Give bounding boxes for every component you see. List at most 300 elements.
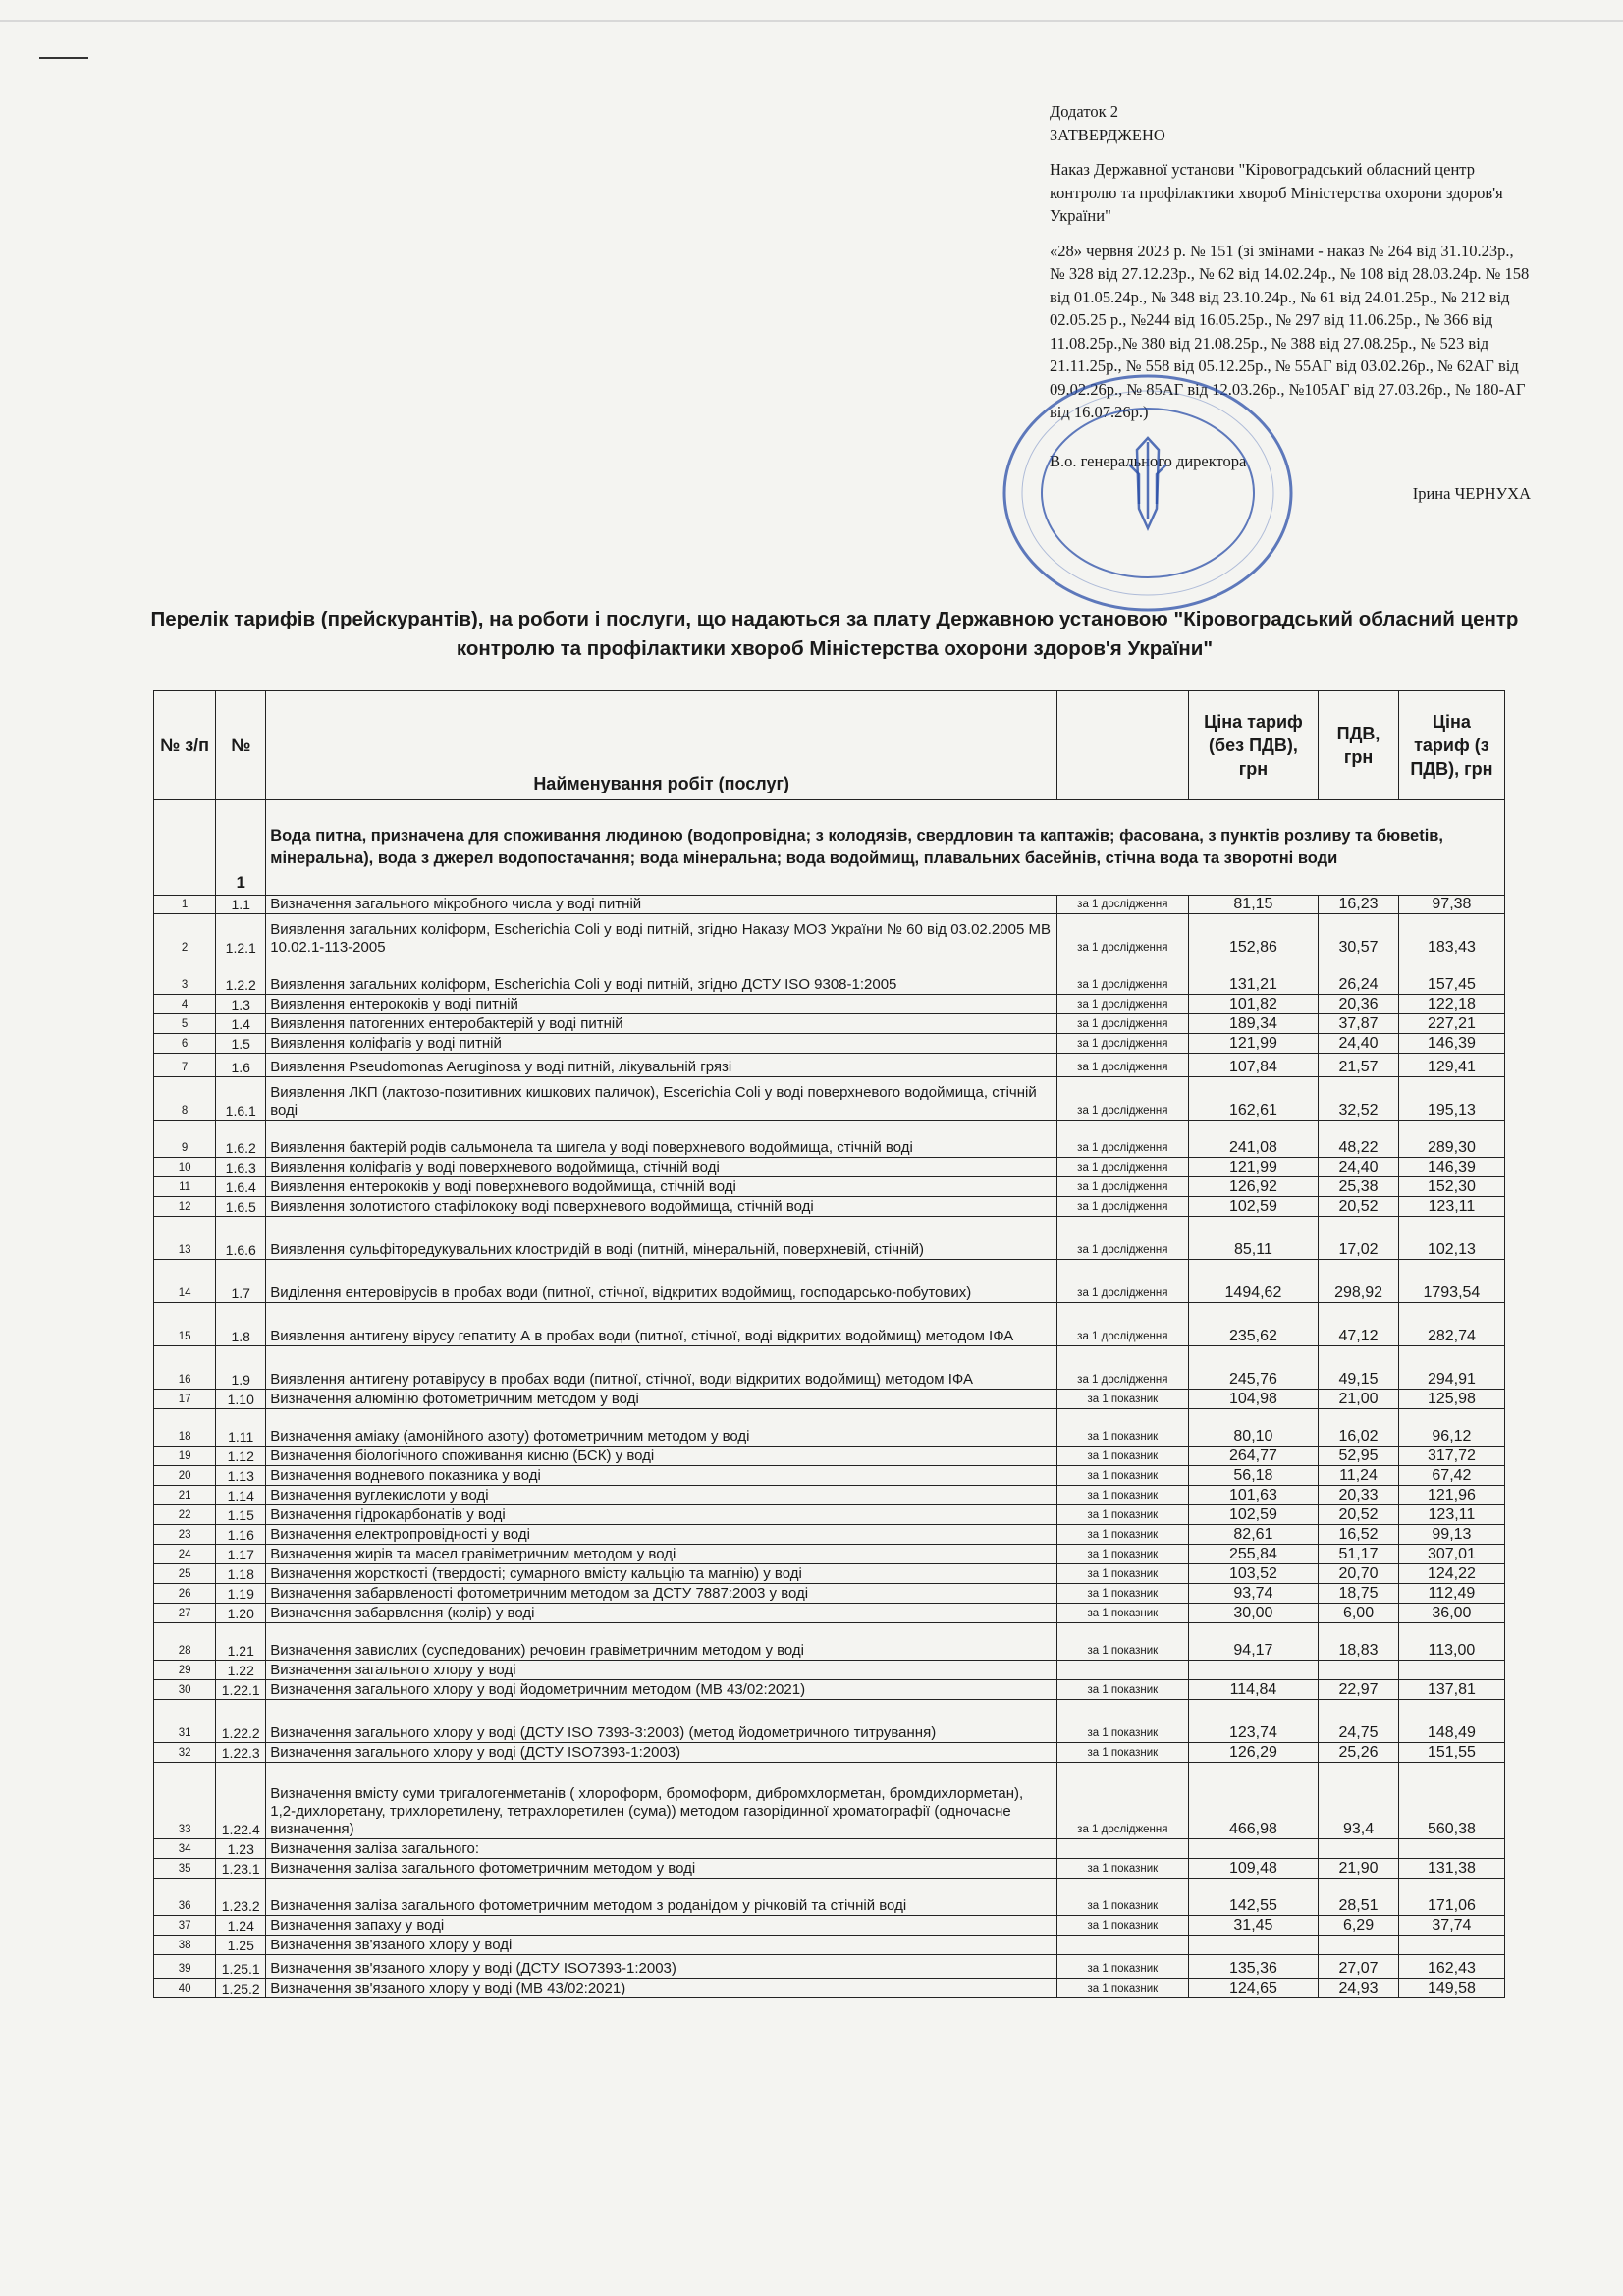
header-unit (1057, 691, 1189, 800)
header-name: Найменування робіт (послуг) (266, 691, 1057, 800)
vat-amount: 20,36 (1319, 995, 1399, 1014)
row-number: 39 (154, 1955, 216, 1979)
section-row (154, 800, 1505, 896)
unit-of-measure: за 1 показник (1057, 1623, 1189, 1661)
row-number: 29 (154, 1661, 216, 1680)
unit-of-measure: за 1 дослідження (1057, 1121, 1189, 1158)
table-row (154, 1979, 1505, 1998)
table-row (154, 1197, 1505, 1217)
unit-of-measure: за 1 дослідження (1057, 995, 1189, 1014)
row-number: 11 (154, 1177, 216, 1197)
document-title: Перелік тарифів (прейскурантів), на роботи і послуги, що надаються за плату Державною установою "Кіровоградський обласний центр контролю та профілактики хвороб Міністерства охорони здоров'я України" (150, 608, 1519, 660)
table-row (154, 1346, 1505, 1390)
table-row (154, 1936, 1505, 1955)
vat-amount: 25,38 (1319, 1177, 1399, 1197)
table-row (154, 1390, 1505, 1409)
vat-amount: 18,75 (1319, 1584, 1399, 1604)
row-code: 1.6.2 (216, 1121, 266, 1158)
row-number: 17 (154, 1390, 216, 1409)
row-number: 14 (154, 1260, 216, 1303)
price-with-vat: 157,45 (1398, 957, 1504, 995)
approved-label: ЗАТВЕРДЖЕНО (1050, 125, 1165, 144)
row-number: 2 (154, 914, 216, 957)
row-code: 1.1 (216, 896, 266, 914)
price-without-vat: 80,10 (1188, 1409, 1319, 1447)
row-code: 1.4 (216, 1014, 266, 1034)
service-name: Визначення загального мікробного числа у воді питній (266, 896, 1057, 914)
scan-mark (39, 57, 88, 59)
row-number: 15 (154, 1303, 216, 1346)
price-without-vat: 123,74 (1188, 1700, 1319, 1743)
price-without-vat: 121,99 (1188, 1034, 1319, 1054)
service-name: Визначення електропровідності у воді (266, 1525, 1057, 1545)
table-row (154, 896, 1505, 914)
row-number: 10 (154, 1158, 216, 1177)
price-with-vat: 122,18 (1398, 995, 1504, 1014)
service-name: Виділення ентеровірусів в пробах води (питної, стічної, відкритих водоймищ, господарсько-побутових) (266, 1260, 1057, 1303)
row-code: 1.18 (216, 1564, 266, 1584)
price-with-vat (1398, 1839, 1504, 1859)
unit-of-measure: за 1 дослідження (1057, 896, 1189, 914)
service-name: Виявлення сульфіторедукувальних клостридій в воді (питній, мінеральній, поверхневій, стічній) (266, 1217, 1057, 1260)
row-code: 1.25 (216, 1936, 266, 1955)
row-code: 1.6.4 (216, 1177, 266, 1197)
unit-of-measure (1057, 1839, 1189, 1859)
table-row (154, 1260, 1505, 1303)
price-with-vat: 282,74 (1398, 1303, 1504, 1346)
vat-amount: 24,40 (1319, 1158, 1399, 1177)
service-name: Виявлення ЛКП (лактозо-позитивних кишкових паличок), Escerichia Coli у воді поверхневого водоймища, стічній воді (266, 1077, 1057, 1121)
row-code: 1.8 (216, 1303, 266, 1346)
row-code: 1.17 (216, 1545, 266, 1564)
vat-amount: 16,02 (1319, 1409, 1399, 1447)
vat-amount: 17,02 (1319, 1217, 1399, 1260)
unit-of-measure: за 1 дослідження (1057, 1197, 1189, 1217)
price-with-vat: 148,49 (1398, 1700, 1504, 1743)
row-number: 6 (154, 1034, 216, 1054)
price-without-vat: 81,15 (1188, 896, 1319, 914)
vat-amount: 93,4 (1319, 1763, 1399, 1839)
director-name: Ірина ЧЕРНУХА (1412, 484, 1531, 503)
price-without-vat: 142,55 (1188, 1879, 1319, 1916)
price-with-vat: 96,12 (1398, 1409, 1504, 1447)
service-name: Визначення зв'язаного хлору у воді (266, 1936, 1057, 1955)
row-code: 1.25.2 (216, 1979, 266, 1998)
unit-of-measure: за 1 дослідження (1057, 1014, 1189, 1034)
vat-amount: 21,57 (1319, 1054, 1399, 1077)
vat-amount: 20,52 (1319, 1505, 1399, 1525)
service-name: Визначення жорсткості (твердості; сумарного вмісту кальцію та магнію) у воді (266, 1564, 1057, 1584)
price-with-vat (1398, 1936, 1504, 1955)
unit-of-measure: за 1 показник (1057, 1743, 1189, 1763)
row-code: 1.21 (216, 1623, 266, 1661)
table-row (154, 1859, 1505, 1879)
price-with-vat: 1793,54 (1398, 1260, 1504, 1303)
service-name: Визначення заліза загального фотометричним методом у воді (266, 1859, 1057, 1879)
row-code: 1.7 (216, 1260, 266, 1303)
table-row (154, 1584, 1505, 1604)
price-with-vat: 37,74 (1398, 1916, 1504, 1936)
price-with-vat (1398, 1661, 1504, 1680)
row-number: 3 (154, 957, 216, 995)
order-amendments: «28» червня 2023 р. № 151 (зі змінами - наказ № 264 від 31.10.23р., № 328 від 27.12.23р., № 62 від 14.02.24р., № 108 від 28.03.24р. № 158 від 01.05.24р., № 348 від 23.10.24р., № 61 від 24.01.25р., № 212 від 02.05.25 р., №244 від 16.05.25р., № 297 від 11.06.25р., № 366 від 11.08.25р.,№ 380 від 21.08.25р., № 388 від 27.08.25р., № 523 від 21.11.25р., № 558 від 05.12.25р., № 55АГ від 03.02.26р., № 62АГ від 09.02.26р., № 85АГ від 12.03.26р., №105АГ від 27.03.26р., № 180-АГ від 16.07.26р.) (1050, 241, 1530, 421)
unit-of-measure: за 1 дослідження (1057, 1177, 1189, 1197)
table-row (154, 1564, 1505, 1584)
price-with-vat: 137,81 (1398, 1680, 1504, 1700)
price-without-vat: 102,59 (1188, 1197, 1319, 1217)
unit-of-measure: за 1 показник (1057, 1916, 1189, 1936)
table-row (154, 1700, 1505, 1743)
unit-of-measure: за 1 показник (1057, 1859, 1189, 1879)
row-code: 1.22.4 (216, 1763, 266, 1839)
vat-amount: 11,24 (1319, 1466, 1399, 1486)
service-name: Виявлення ентерококів у воді питній (266, 995, 1057, 1014)
row-number: 36 (154, 1879, 216, 1916)
vat-amount: 48,22 (1319, 1121, 1399, 1158)
service-name: Визначення жирів та масел гравіметричним методом у воді (266, 1545, 1057, 1564)
appendix-label: Додаток 2 (1050, 102, 1118, 121)
table-row (154, 1763, 1505, 1839)
vat-amount: 21,00 (1319, 1390, 1399, 1409)
row-code: 1.5 (216, 1034, 266, 1054)
price-without-vat: 101,63 (1188, 1486, 1319, 1505)
row-code: 1.23.1 (216, 1859, 266, 1879)
official-stamp (1000, 371, 1296, 615)
table-row (154, 914, 1505, 957)
table-row (154, 995, 1505, 1014)
row-code: 1.24 (216, 1916, 266, 1936)
row-number: 19 (154, 1447, 216, 1466)
price-without-vat (1188, 1936, 1319, 1955)
row-number: 25 (154, 1564, 216, 1584)
unit-of-measure (1057, 1661, 1189, 1680)
price-without-vat: 124,65 (1188, 1979, 1319, 1998)
price-with-vat: 97,38 (1398, 896, 1504, 914)
unit-of-measure: за 1 показник (1057, 1680, 1189, 1700)
table-row (154, 1409, 1505, 1447)
price-without-vat: 30,00 (1188, 1604, 1319, 1623)
price-without-vat: 245,76 (1188, 1346, 1319, 1390)
unit-of-measure: за 1 дослідження (1057, 1217, 1189, 1260)
service-name: Визначення загального хлору у воді (ДСТУ ISO 7393-3:2003) (метод йодометричного титрування) (266, 1700, 1057, 1743)
row-number: 28 (154, 1623, 216, 1661)
unit-of-measure: за 1 дослідження (1057, 1303, 1189, 1346)
table-row (154, 957, 1505, 995)
service-name: Виявлення Pseudomonas Aeruginosa у воді питній, лікувальній грязі (266, 1054, 1057, 1077)
vat-amount: 25,26 (1319, 1743, 1399, 1763)
row-number: 34 (154, 1839, 216, 1859)
price-without-vat: 31,45 (1188, 1916, 1319, 1936)
tariffs-table (153, 690, 1505, 1998)
price-without-vat: 94,17 (1188, 1623, 1319, 1661)
price-without-vat: 241,08 (1188, 1121, 1319, 1158)
unit-of-measure: за 1 показник (1057, 1564, 1189, 1584)
service-name: Виявлення золотистого стафілококу воді поверхневого водоймища, стічній воді (266, 1197, 1057, 1217)
price-without-vat: 107,84 (1188, 1054, 1319, 1077)
price-with-vat: 146,39 (1398, 1034, 1504, 1054)
service-name: Визначення вмісту суми тригалогенметанів ( хлороформ, бромоформ, дибромхлорметан, бромдихлорметан), 1,2-дихлоретану, трихлоретилену, тетрахлоретилен (сума)) методом газорідинної хроматографії (одночасне визначення) (266, 1763, 1057, 1839)
table-row (154, 1680, 1505, 1700)
table-row (154, 1034, 1505, 1054)
table-row (154, 1158, 1505, 1177)
price-without-vat: 114,84 (1188, 1680, 1319, 1700)
unit-of-measure: за 1 дослідження (1057, 1077, 1189, 1121)
row-number: 24 (154, 1545, 216, 1564)
row-number: 13 (154, 1217, 216, 1260)
row-number: 32 (154, 1743, 216, 1763)
price-with-vat: 152,30 (1398, 1177, 1504, 1197)
row-number: 35 (154, 1859, 216, 1879)
price-with-vat: 171,06 (1398, 1879, 1504, 1916)
service-name: Визначення гідрокарбонатів у воді (266, 1505, 1057, 1525)
row-code: 1.22.3 (216, 1743, 266, 1763)
row-code: 1.20 (216, 1604, 266, 1623)
unit-of-measure: за 1 показник (1057, 1584, 1189, 1604)
unit-of-measure: за 1 показник (1057, 1979, 1189, 1998)
service-name: Визначення забарвлення (колір) у воді (266, 1604, 1057, 1623)
price-without-vat: 82,61 (1188, 1525, 1319, 1545)
vat-amount: 47,12 (1319, 1303, 1399, 1346)
unit-of-measure: за 1 показник (1057, 1604, 1189, 1623)
price-without-vat: 255,84 (1188, 1545, 1319, 1564)
table-row (154, 1217, 1505, 1260)
price-with-vat: 124,22 (1398, 1564, 1504, 1584)
row-number: 1 (154, 896, 216, 914)
table-row (154, 1486, 1505, 1505)
table-row (154, 1077, 1505, 1121)
table-row (154, 1916, 1505, 1936)
price-with-vat: 113,00 (1398, 1623, 1504, 1661)
header-no: № з/п (154, 691, 216, 800)
service-name: Виявлення бактерій родів сальмонела та шигела у воді поверхневого водоймища, стічній воді (266, 1121, 1057, 1158)
price-with-vat: 146,39 (1398, 1158, 1504, 1177)
row-number: 37 (154, 1916, 216, 1936)
row-code: 1.12 (216, 1447, 266, 1466)
row-number: 5 (154, 1014, 216, 1034)
row-number: 7 (154, 1054, 216, 1077)
row-code: 1.6.1 (216, 1077, 266, 1121)
service-name: Визначення загального хлору у воді йодометричним методом (МВ 43/02:2021) (266, 1680, 1057, 1700)
price-with-vat: 294,91 (1398, 1346, 1504, 1390)
price-with-vat: 131,38 (1398, 1859, 1504, 1879)
price-without-vat: 264,77 (1188, 1447, 1319, 1466)
row-code: 1.9 (216, 1346, 266, 1390)
unit-of-measure: за 1 дослідження (1057, 1763, 1189, 1839)
order-title: Наказ Державної установи "Кіровоградський обласний центр контролю та профілактики хвороб Міністерства охорони здоров'я України" (1050, 160, 1503, 225)
row-code: 1.19 (216, 1584, 266, 1604)
row-code: 1.6.5 (216, 1197, 266, 1217)
vat-amount: 298,92 (1319, 1260, 1399, 1303)
vat-amount: 30,57 (1319, 914, 1399, 957)
vat-amount: 24,93 (1319, 1979, 1399, 1998)
row-code: 1.13 (216, 1466, 266, 1486)
price-with-vat: 102,13 (1398, 1217, 1504, 1260)
unit-of-measure: за 1 показник (1057, 1505, 1189, 1525)
price-with-vat: 317,72 (1398, 1447, 1504, 1466)
price-with-vat: 227,21 (1398, 1014, 1504, 1034)
vat-amount: 6,00 (1319, 1604, 1399, 1623)
price-without-vat (1188, 1661, 1319, 1680)
row-number: 12 (154, 1197, 216, 1217)
row-code: 1.6.6 (216, 1217, 266, 1260)
price-without-vat: 1494,62 (1188, 1260, 1319, 1303)
vat-amount: 20,70 (1319, 1564, 1399, 1584)
table-row (154, 1525, 1505, 1545)
price-without-vat: 121,99 (1188, 1158, 1319, 1177)
price-without-vat: 162,61 (1188, 1077, 1319, 1121)
price-with-vat: 123,11 (1398, 1197, 1504, 1217)
table-row (154, 1623, 1505, 1661)
row-number: 23 (154, 1525, 216, 1545)
row-code: 1.23 (216, 1839, 266, 1859)
vat-amount: 28,51 (1319, 1879, 1399, 1916)
price-without-vat: 85,11 (1188, 1217, 1319, 1260)
vat-amount: 49,15 (1319, 1346, 1399, 1390)
vat-amount: 20,33 (1319, 1486, 1399, 1505)
vat-amount: 24,75 (1319, 1700, 1399, 1743)
price-with-vat: 151,55 (1398, 1743, 1504, 1763)
unit-of-measure: за 1 показник (1057, 1545, 1189, 1564)
price-with-vat: 195,13 (1398, 1077, 1504, 1121)
price-with-vat: 121,96 (1398, 1486, 1504, 1505)
service-name: Визначення заліза загального фотометричним методом з роданідом у річковій та стічній воді (266, 1879, 1057, 1916)
row-code: 1.11 (216, 1409, 266, 1447)
vat-amount: 27,07 (1319, 1955, 1399, 1979)
service-name: Виявлення коліфагів у воді питній (266, 1034, 1057, 1054)
row-number: 18 (154, 1409, 216, 1447)
price-without-vat: 189,34 (1188, 1014, 1319, 1034)
vat-amount: 26,24 (1319, 957, 1399, 995)
price-without-vat: 103,52 (1188, 1564, 1319, 1584)
table-row (154, 1661, 1505, 1680)
service-name: Виявлення загальних коліформ, Escherichia Coli у воді питній, згідно Наказу МОЗ України № 60 від 03.02.2005 МВ 10.02.1-113-2005 (266, 914, 1057, 957)
scan-top-border (0, 20, 1623, 22)
vat-amount: 16,52 (1319, 1525, 1399, 1545)
price-with-vat: 307,01 (1398, 1545, 1504, 1564)
price-without-vat: 131,21 (1188, 957, 1319, 995)
price-without-vat: 135,36 (1188, 1955, 1319, 1979)
unit-of-measure: за 1 показник (1057, 1409, 1189, 1447)
service-name: Визначення забарвленості фотометричним методом за ДСТУ 7887:2003 у воді (266, 1584, 1057, 1604)
row-code: 1.3 (216, 995, 266, 1014)
price-with-vat: 112,49 (1398, 1584, 1504, 1604)
vat-amount (1319, 1936, 1399, 1955)
header-total: Ціна тариф (з ПДВ), грн (1398, 691, 1504, 800)
row-number: 26 (154, 1584, 216, 1604)
row-number: 27 (154, 1604, 216, 1623)
service-name: Визначення біологічного споживання кисню (БСК) у воді (266, 1447, 1057, 1466)
price-with-vat: 149,58 (1398, 1979, 1504, 1998)
vat-amount: 21,90 (1319, 1859, 1399, 1879)
table-row (154, 1177, 1505, 1197)
service-name: Виявлення загальних коліформ, Escherichia Coli у воді питній, згідно ДСТУ ISO 9308-1:2005 (266, 957, 1057, 995)
table-row (154, 1505, 1505, 1525)
table-row (154, 1839, 1505, 1859)
vat-amount: 32,52 (1319, 1077, 1399, 1121)
price-with-vat: 123,11 (1398, 1505, 1504, 1525)
row-number: 4 (154, 995, 216, 1014)
service-name: Визначення заліза загального: (266, 1839, 1057, 1859)
row-code: 1.22.2 (216, 1700, 266, 1743)
unit-of-measure: за 1 показник (1057, 1955, 1189, 1979)
price-without-vat: 109,48 (1188, 1859, 1319, 1879)
section-number: 1 (216, 800, 266, 896)
price-without-vat: 56,18 (1188, 1466, 1319, 1486)
price-without-vat: 126,92 (1188, 1177, 1319, 1197)
row-number: 40 (154, 1979, 216, 1998)
row-number: 9 (154, 1121, 216, 1158)
price-with-vat: 560,38 (1398, 1763, 1504, 1839)
unit-of-measure (1057, 1936, 1189, 1955)
table-row (154, 1545, 1505, 1564)
price-without-vat: 235,62 (1188, 1303, 1319, 1346)
price-without-vat: 152,86 (1188, 914, 1319, 957)
price-with-vat: 162,43 (1398, 1955, 1504, 1979)
row-code: 1.2.1 (216, 914, 266, 957)
row-code: 1.10 (216, 1390, 266, 1409)
price-without-vat: 102,59 (1188, 1505, 1319, 1525)
service-name: Виявлення коліфагів у воді поверхневого водоймища, стічній воді (266, 1158, 1057, 1177)
price-without-vat: 101,82 (1188, 995, 1319, 1014)
vat-amount: 16,23 (1319, 896, 1399, 914)
service-name: Визначення загального хлору у воді (266, 1661, 1057, 1680)
unit-of-measure: за 1 показник (1057, 1700, 1189, 1743)
price-with-vat: 289,30 (1398, 1121, 1504, 1158)
vat-amount: 51,17 (1319, 1545, 1399, 1564)
table-row (154, 1447, 1505, 1466)
row-code: 1.15 (216, 1505, 266, 1525)
unit-of-measure: за 1 показник (1057, 1525, 1189, 1545)
service-name: Визначення алюмінію фотометричним методом у воді (266, 1390, 1057, 1409)
table-row (154, 1879, 1505, 1916)
row-code: 1.23.2 (216, 1879, 266, 1916)
vat-amount: 52,95 (1319, 1447, 1399, 1466)
row-code: 1.6.3 (216, 1158, 266, 1177)
vat-amount: 22,97 (1319, 1680, 1399, 1700)
vat-amount: 24,40 (1319, 1034, 1399, 1054)
table-header-row (154, 691, 1505, 800)
unit-of-measure: за 1 дослідження (1057, 1260, 1189, 1303)
unit-of-measure: за 1 показник (1057, 1447, 1189, 1466)
unit-of-measure: за 1 дослідження (1057, 1346, 1189, 1390)
row-code: 1.25.1 (216, 1955, 266, 1979)
price-with-vat: 125,98 (1398, 1390, 1504, 1409)
service-name: Визначення загального хлору у воді (ДСТУ ISO7393-1:2003) (266, 1743, 1057, 1763)
row-number: 38 (154, 1936, 216, 1955)
service-name: Визначення аміаку (амонійного азоту) фотометричним методом у воді (266, 1409, 1057, 1447)
vat-amount: 6,29 (1319, 1916, 1399, 1936)
service-name: Визначення водневого показника у воді (266, 1466, 1057, 1486)
vat-amount: 18,83 (1319, 1623, 1399, 1661)
price-with-vat: 99,13 (1398, 1525, 1504, 1545)
row-number: 33 (154, 1763, 216, 1839)
price-with-vat: 36,00 (1398, 1604, 1504, 1623)
price-without-vat: 466,98 (1188, 1763, 1319, 1839)
service-name: Виявлення антигену вірусу гепатиту А в пробах води (питної, стічної, воді відкритих водоймищ) методом ІФА (266, 1303, 1057, 1346)
row-code: 1.6 (216, 1054, 266, 1077)
table-row (154, 1054, 1505, 1077)
service-name: Виявлення антигену ротавірусу в пробах води (питної, стічної, води відкритих водоймищ) методом ІФА (266, 1346, 1057, 1390)
unit-of-measure: за 1 дослідження (1057, 1158, 1189, 1177)
row-code: 1.2.2 (216, 957, 266, 995)
row-code: 1.14 (216, 1486, 266, 1505)
price-without-vat: 104,98 (1188, 1390, 1319, 1409)
header-vat: ПДВ, грн (1319, 691, 1399, 800)
header-price: Ціна тариф (без ПДВ), грн (1188, 691, 1319, 800)
row-number: 16 (154, 1346, 216, 1390)
service-name: Визначення завислих (суспедованих) речовин гравіметричним методом у воді (266, 1623, 1057, 1661)
director-title: В.о. генерального директора (1050, 451, 1247, 470)
